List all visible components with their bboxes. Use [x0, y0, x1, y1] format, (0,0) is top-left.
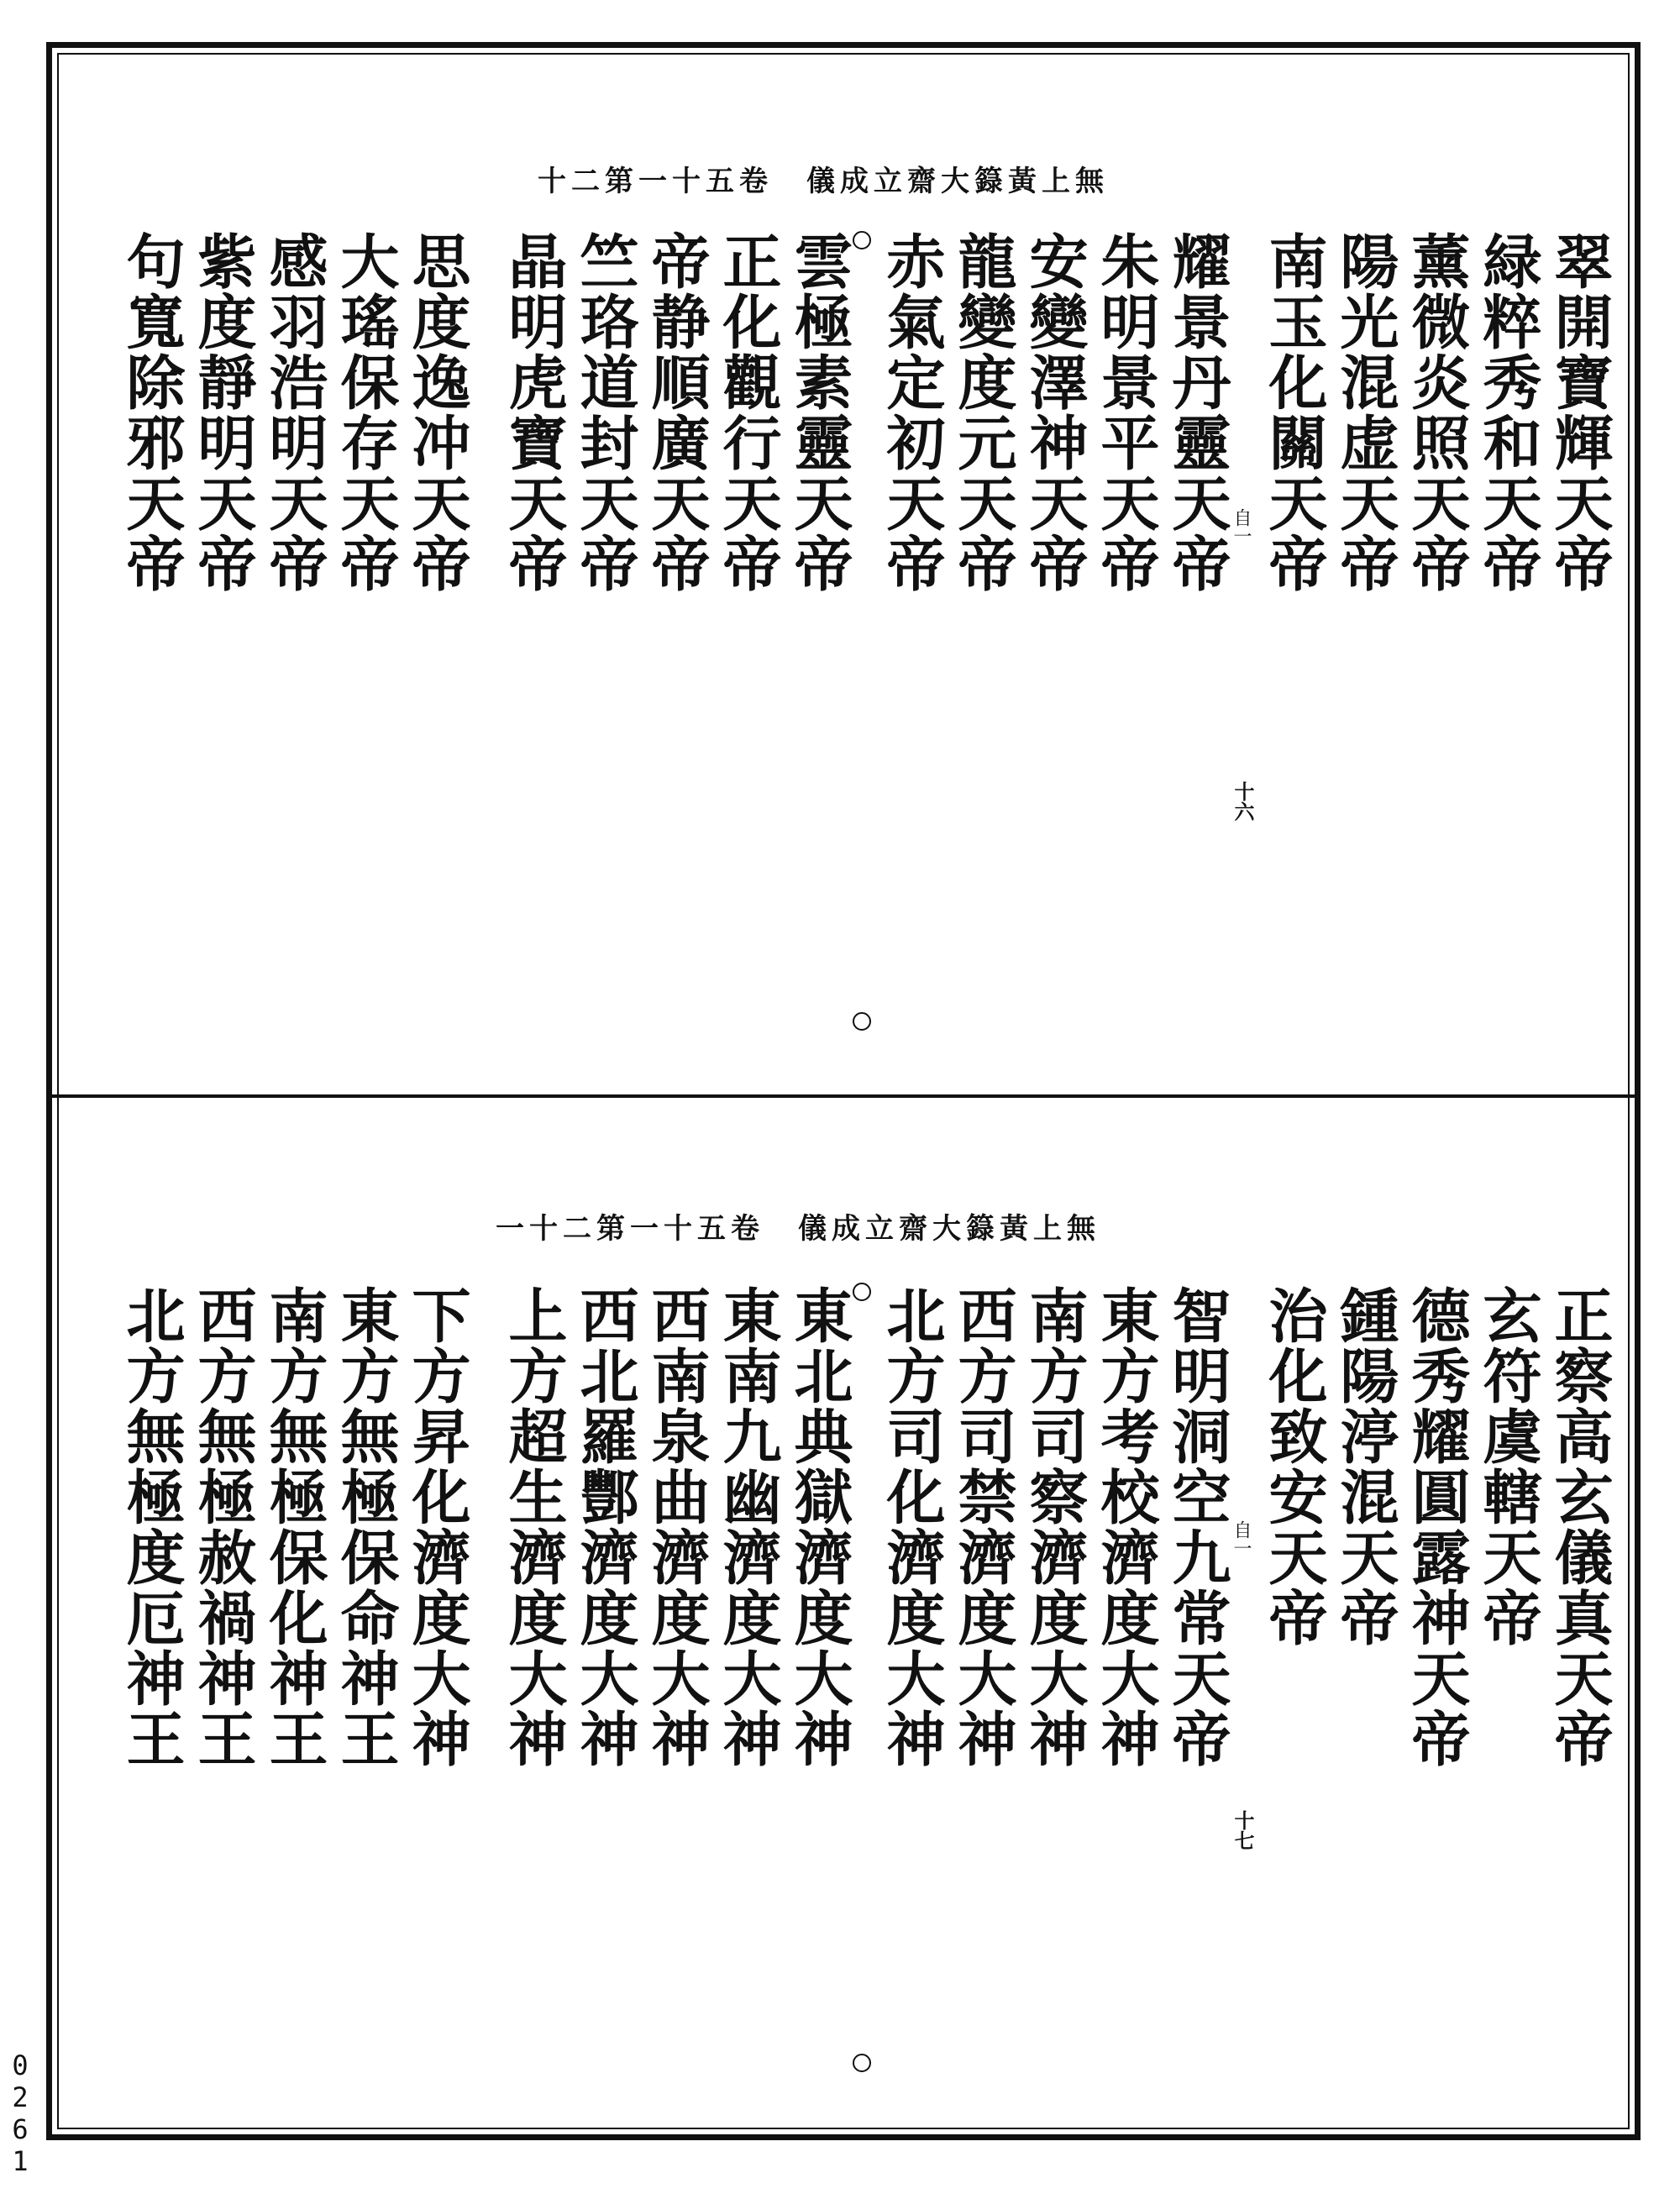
- bottom-leaf-columns: [59, 1105, 1628, 2133]
- bottom-page-number: 十七: [1231, 1810, 1255, 1850]
- bottom-binding-hole-upper: [853, 1283, 871, 1301]
- top-col-7: 朱明景平天帝: [1091, 231, 1161, 594]
- bottom-col-14: 西北羅酆濟度大神: [570, 1285, 640, 1769]
- bottom-col-17: 東方無極保命神王: [331, 1285, 401, 1769]
- bottom-col-5: 治化致安天帝: [1259, 1285, 1329, 1648]
- bottom-col-1: 正察高玄儀真天帝: [1545, 1285, 1614, 1769]
- top-col-14: 竺珞道封天帝: [570, 231, 640, 594]
- top-binding-hole-upper: [853, 231, 871, 249]
- top-col-9: 龍變度元天帝: [948, 231, 1018, 594]
- top-col-10: 赤氣定初天帝: [877, 231, 947, 594]
- top-col-5: 南玉化關天帝: [1259, 231, 1329, 594]
- bottom-col-10: 北方司化濟度大神: [877, 1285, 947, 1769]
- top-col-3: 薰微炎照天帝: [1402, 231, 1472, 594]
- bottom-col-13: 西南泉曲濟度大神: [642, 1285, 711, 1769]
- top-col-20: 句寬除邪天帝: [117, 231, 186, 594]
- top-col-15: 晶明虎寶天帝: [499, 231, 569, 594]
- bottom-col-3: 德秀耀圓露神天帝: [1402, 1285, 1472, 1769]
- bottom-col-19: 西方無極赦禍神王: [188, 1285, 258, 1769]
- top-col-4: 陽光混虚天帝: [1331, 231, 1400, 594]
- top-col-13: 帝静順廣天帝: [642, 231, 711, 594]
- top-col-17: 大瑤保存天帝: [331, 231, 401, 594]
- leaf-divider: [46, 1094, 1641, 1098]
- top-leaf-columns: [59, 59, 1628, 1088]
- top-col-18: 感羽浩明天帝: [260, 231, 329, 594]
- bottom-col-2: 玄符虞轄天帝: [1473, 1285, 1543, 1648]
- top-col-6: 耀景丹靈天帝: [1163, 231, 1232, 594]
- bottom-col-7: 東方考校濟度大神: [1091, 1285, 1161, 1769]
- bottom-leaf-header: 無上黃籙大齋立成儀 卷五十一第二十一: [496, 1212, 1100, 1246]
- bottom-side-mark: 自一: [1231, 1520, 1252, 1557]
- top-col-1: 翠開寶輝天帝: [1545, 231, 1614, 594]
- bottom-col-16: 下方昇化濟度大神: [402, 1285, 472, 1769]
- bottom-col-8: 南方司察濟度大神: [1020, 1285, 1089, 1769]
- top-col-2: 緑粹秀和天帝: [1473, 231, 1543, 594]
- top-side-mark: 自一: [1231, 508, 1252, 545]
- top-binding-hole-lower: [853, 1012, 871, 1031]
- bottom-leaf: [59, 1105, 1628, 2133]
- bottom-col-9: 西方司禁濟度大神: [948, 1285, 1018, 1769]
- bottom-col-12: 東南九幽濟度大神: [713, 1285, 783, 1769]
- top-leaf-header: 無上黃籙大齋立成儀 卷五十一第二十: [538, 165, 1109, 198]
- top-col-16: 思度逸冲天帝: [402, 231, 472, 594]
- top-col-12: 正化觀行天帝: [713, 231, 783, 594]
- top-leaf: [59, 59, 1628, 1088]
- top-page-number: 十六: [1231, 781, 1255, 821]
- bottom-binding-hole-lower: [853, 2054, 871, 2072]
- reel-number: 0261: [4, 2049, 36, 2177]
- bottom-col-20: 北方無極度厄神王: [117, 1285, 186, 1769]
- bottom-col-15: 上方超生濟度大神: [499, 1285, 569, 1769]
- bottom-col-11: 東北典獄濟度大神: [785, 1285, 854, 1769]
- top-col-8: 安變澤神天帝: [1020, 231, 1089, 594]
- bottom-col-4: 鍾陽渟混天帝: [1331, 1285, 1400, 1648]
- bottom-col-6: 智明洞空九常天帝: [1163, 1285, 1232, 1769]
- bottom-col-18: 南方無極保化神王: [260, 1285, 329, 1769]
- top-col-19: 紫度靜明天帝: [188, 231, 258, 594]
- top-col-11: 雲極素靈天帝: [785, 231, 854, 594]
